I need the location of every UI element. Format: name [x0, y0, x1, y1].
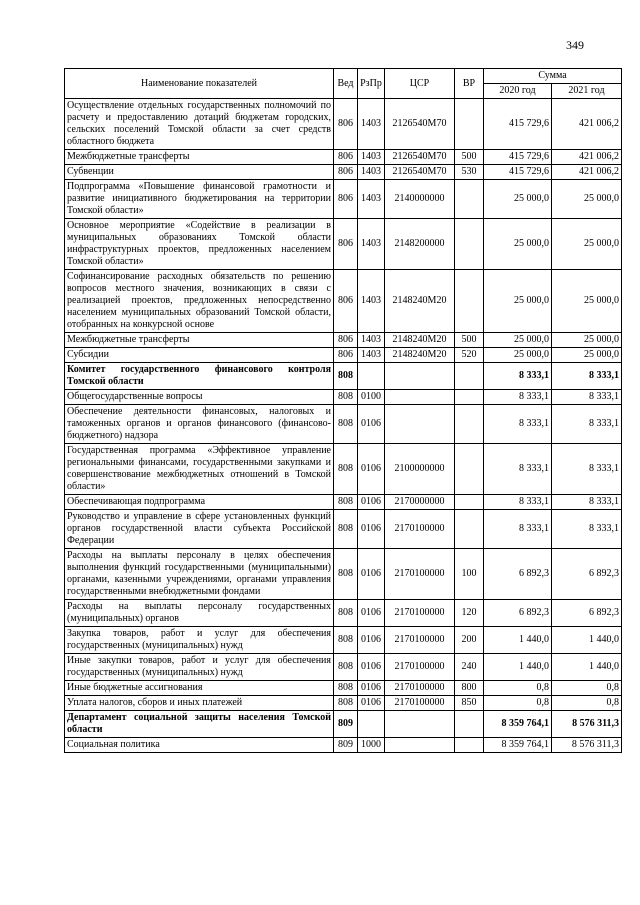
header-vr: ВР — [455, 69, 484, 99]
row-csr: 2148240M20 — [385, 270, 455, 333]
row-name: Уплата налогов, сборов и иных платежей — [65, 696, 334, 711]
row-sum-2021: 8 333,1 — [552, 510, 622, 549]
table-row — [65, 390, 622, 405]
row-sum-2020: 415 729,6 — [484, 150, 552, 165]
row-rzpr — [358, 711, 385, 738]
row-rzpr: 0106 — [358, 627, 385, 654]
row-sum-2021: 8 333,1 — [552, 495, 622, 510]
row-name: Социальная политика — [65, 738, 334, 753]
header-csr: ЦСР — [385, 69, 455, 99]
row-csr — [385, 405, 455, 444]
table-row — [65, 711, 622, 738]
row-sum-2020: 25 000,0 — [484, 180, 552, 219]
row-rzpr: 1403 — [358, 348, 385, 363]
row-vr — [455, 363, 484, 390]
row-ved: 808 — [334, 363, 358, 390]
row-vr: 500 — [455, 150, 484, 165]
row-ved: 808 — [334, 600, 358, 627]
row-csr — [385, 711, 455, 738]
row-sum-2020: 6 892,3 — [484, 549, 552, 600]
row-sum-2021: 25 000,0 — [552, 348, 622, 363]
row-ved: 809 — [334, 711, 358, 738]
row-name: Руководство и управление в сфере установленных функций органов государственной власти субъекта Российской Федерации — [65, 510, 334, 549]
row-ved: 806 — [334, 333, 358, 348]
budget-table — [64, 68, 622, 753]
row-sum-2021: 0,8 — [552, 696, 622, 711]
row-sum-2020: 0,8 — [484, 696, 552, 711]
table-row — [65, 348, 622, 363]
row-sum-2021: 421 006,2 — [552, 150, 622, 165]
row-ved: 806 — [334, 219, 358, 270]
row-ved: 808 — [334, 390, 358, 405]
row-vr — [455, 711, 484, 738]
row-sum-2020: 8 333,1 — [484, 495, 552, 510]
row-sum-2021: 8 333,1 — [552, 405, 622, 444]
row-name: Государственная программа «Эффективное управление региональными финансами, государственными закупками и совершенствование межбюджетных отношений в Томской области» — [65, 444, 334, 495]
row-name: Закупка товаров, работ и услуг для обеспечения государственных (муниципальных) нужд — [65, 627, 334, 654]
row-vr: 240 — [455, 654, 484, 681]
row-csr: 2126540M70 — [385, 150, 455, 165]
row-name: Осуществление отдельных государственных полномочий по расчету и предоставлению дотаций бюджетам городских, сельских поселений Томской области за счет средств областного бюджета — [65, 99, 334, 150]
row-ved: 806 — [334, 270, 358, 333]
row-name: Субсидии — [65, 348, 334, 363]
row-rzpr: 1403 — [358, 150, 385, 165]
row-sum-2021: 421 006,2 — [552, 165, 622, 180]
row-csr: 2170000000 — [385, 495, 455, 510]
row-name: Основное мероприятие «Содействие в реализации в муниципальных образованиях Томской области инфраструктурных проектов, предложенных населением Томской области» — [65, 219, 334, 270]
row-sum-2021: 1 440,0 — [552, 654, 622, 681]
row-csr: 2170100000 — [385, 549, 455, 600]
row-rzpr: 0100 — [358, 390, 385, 405]
table-row — [65, 510, 622, 549]
row-sum-2020: 8 333,1 — [484, 444, 552, 495]
row-sum-2020: 8 359 764,1 — [484, 738, 552, 753]
row-ved: 808 — [334, 654, 358, 681]
row-vr: 120 — [455, 600, 484, 627]
row-rzpr: 0106 — [358, 405, 385, 444]
row-rzpr — [358, 363, 385, 390]
row-vr: 520 — [455, 348, 484, 363]
row-sum-2021: 25 000,0 — [552, 270, 622, 333]
row-sum-2020: 415 729,6 — [484, 99, 552, 150]
row-rzpr: 0106 — [358, 681, 385, 696]
row-rzpr: 1403 — [358, 219, 385, 270]
row-sum-2021: 8 333,1 — [552, 390, 622, 405]
row-rzpr: 0106 — [358, 510, 385, 549]
table-body — [65, 99, 622, 753]
table-row — [65, 363, 622, 390]
row-csr: 2126540M70 — [385, 165, 455, 180]
table-row — [65, 444, 622, 495]
table-row — [65, 654, 622, 681]
row-ved: 808 — [334, 405, 358, 444]
row-csr: 2170100000 — [385, 696, 455, 711]
table-row — [65, 405, 622, 444]
row-name: Субвенции — [65, 165, 334, 180]
table-row — [65, 495, 622, 510]
row-csr: 2170100000 — [385, 654, 455, 681]
row-ved: 808 — [334, 681, 358, 696]
row-sum-2021: 25 000,0 — [552, 333, 622, 348]
row-sum-2020: 0,8 — [484, 681, 552, 696]
row-csr: 2170100000 — [385, 627, 455, 654]
row-vr — [455, 495, 484, 510]
row-rzpr: 1000 — [358, 738, 385, 753]
table-row — [65, 99, 622, 150]
row-rzpr: 1403 — [358, 165, 385, 180]
row-csr: 2100000000 — [385, 444, 455, 495]
header-sum: Сумма — [484, 69, 622, 84]
row-sum-2020: 8 333,1 — [484, 363, 552, 390]
row-vr — [455, 444, 484, 495]
row-csr: 2126540M70 — [385, 99, 455, 150]
row-sum-2020: 25 000,0 — [484, 270, 552, 333]
row-sum-2020: 25 000,0 — [484, 348, 552, 363]
row-sum-2021: 0,8 — [552, 681, 622, 696]
row-sum-2021: 6 892,3 — [552, 600, 622, 627]
table-row — [65, 681, 622, 696]
row-csr: 2170100000 — [385, 681, 455, 696]
row-rzpr: 1403 — [358, 270, 385, 333]
table-row — [65, 180, 622, 219]
header-year-2020: 2020 год — [484, 84, 552, 99]
row-sum-2021: 8 576 311,3 — [552, 711, 622, 738]
row-rzpr: 0106 — [358, 654, 385, 681]
header-year-2021: 2021 год — [552, 84, 622, 99]
row-sum-2020: 8 359 764,1 — [484, 711, 552, 738]
row-rzpr: 0106 — [358, 600, 385, 627]
row-vr: 530 — [455, 165, 484, 180]
header-rzpr: РзПр — [358, 69, 385, 99]
row-sum-2020: 415 729,6 — [484, 165, 552, 180]
row-name: Обеспечение деятельности финансовых, налоговых и таможенных органов и органов финансового (финансово-бюджетного) надзора — [65, 405, 334, 444]
row-csr: 2148240M20 — [385, 348, 455, 363]
row-csr: 2140000000 — [385, 180, 455, 219]
row-name: Расходы на выплаты персоналу государственных (муниципальных) органов — [65, 600, 334, 627]
row-vr — [455, 405, 484, 444]
row-ved: 808 — [334, 495, 358, 510]
row-sum-2020: 25 000,0 — [484, 219, 552, 270]
row-vr — [455, 510, 484, 549]
row-sum-2021: 25 000,0 — [552, 219, 622, 270]
row-sum-2020: 1 440,0 — [484, 654, 552, 681]
row-rzpr: 0106 — [358, 696, 385, 711]
row-vr — [455, 738, 484, 753]
row-name: Комитет государственного финансового контроля Томской области — [65, 363, 334, 390]
row-sum-2021: 6 892,3 — [552, 549, 622, 600]
row-vr: 850 — [455, 696, 484, 711]
row-ved: 808 — [334, 549, 358, 600]
row-ved: 808 — [334, 444, 358, 495]
row-name: Обеспечивающая подпрограмма — [65, 495, 334, 510]
row-name: Межбюджетные трансферты — [65, 150, 334, 165]
row-csr: 2170100000 — [385, 510, 455, 549]
row-vr: 800 — [455, 681, 484, 696]
row-name: Департамент социальной защиты населения Томской области — [65, 711, 334, 738]
row-csr — [385, 738, 455, 753]
row-vr: 100 — [455, 549, 484, 600]
row-name: Общегосударственные вопросы — [65, 390, 334, 405]
row-vr: 200 — [455, 627, 484, 654]
row-sum-2020: 1 440,0 — [484, 627, 552, 654]
row-ved: 809 — [334, 738, 358, 753]
row-name: Иные бюджетные ассигнования — [65, 681, 334, 696]
row-ved: 808 — [334, 627, 358, 654]
row-ved: 806 — [334, 99, 358, 150]
row-vr — [455, 99, 484, 150]
header-name: Наименование показателей — [65, 69, 334, 99]
row-rzpr: 0106 — [358, 495, 385, 510]
table-row — [65, 333, 622, 348]
table-row — [65, 150, 622, 165]
row-csr: 2148240M20 — [385, 333, 455, 348]
row-ved: 806 — [334, 180, 358, 219]
row-sum-2020: 8 333,1 — [484, 390, 552, 405]
row-vr — [455, 270, 484, 333]
row-vr — [455, 390, 484, 405]
row-sum-2020: 25 000,0 — [484, 333, 552, 348]
table-row — [65, 165, 622, 180]
row-rzpr: 0106 — [358, 444, 385, 495]
row-vr: 500 — [455, 333, 484, 348]
row-name: Межбюджетные трансферты — [65, 333, 334, 348]
row-rzpr: 1403 — [358, 333, 385, 348]
row-vr — [455, 219, 484, 270]
page-number: 349 — [566, 38, 584, 52]
table-row — [65, 600, 622, 627]
row-sum-2020: 8 333,1 — [484, 405, 552, 444]
row-sum-2020: 8 333,1 — [484, 510, 552, 549]
row-rzpr: 0106 — [358, 549, 385, 600]
row-ved: 806 — [334, 165, 358, 180]
row-name: Иные закупки товаров, работ и услуг для обеспечения государственных (муниципальных) нужд — [65, 654, 334, 681]
row-sum-2020: 6 892,3 — [484, 600, 552, 627]
row-csr: 2148200000 — [385, 219, 455, 270]
row-name: Софинансирование расходных обязательств по решению вопросов местного значения, возникающих в связи с реализацией проектов, предложенных непосредственно населением муниципальных образований Томской области, отобранных на конкурсной основе — [65, 270, 334, 333]
row-rzpr: 1403 — [358, 180, 385, 219]
row-sum-2021: 1 440,0 — [552, 627, 622, 654]
row-ved: 808 — [334, 696, 358, 711]
row-ved: 806 — [334, 348, 358, 363]
row-name: Подпрограмма «Повышение финансовой грамотности и развитие инициативного бюджетирования на территории Томской области» — [65, 180, 334, 219]
table-row — [65, 270, 622, 333]
row-rzpr: 1403 — [358, 99, 385, 150]
row-sum-2021: 8 576 311,3 — [552, 738, 622, 753]
row-sum-2021: 421 006,2 — [552, 99, 622, 150]
row-sum-2021: 8 333,1 — [552, 363, 622, 390]
row-ved: 806 — [334, 150, 358, 165]
row-csr — [385, 363, 455, 390]
table-row — [65, 627, 622, 654]
table-row — [65, 696, 622, 711]
table-row — [65, 219, 622, 270]
table-row — [65, 549, 622, 600]
row-name: Расходы на выплаты персоналу в целях обеспечения выполнения функций государственными (муниципальными) органами, казенными учреждениями, органами управления государственными внебюджетными фондами — [65, 549, 334, 600]
row-sum-2021: 8 333,1 — [552, 444, 622, 495]
row-csr: 2170100000 — [385, 600, 455, 627]
row-vr — [455, 180, 484, 219]
row-sum-2021: 25 000,0 — [552, 180, 622, 219]
header-ved: Вед — [334, 69, 358, 99]
row-csr — [385, 390, 455, 405]
row-ved: 808 — [334, 510, 358, 549]
table-row — [65, 738, 622, 753]
